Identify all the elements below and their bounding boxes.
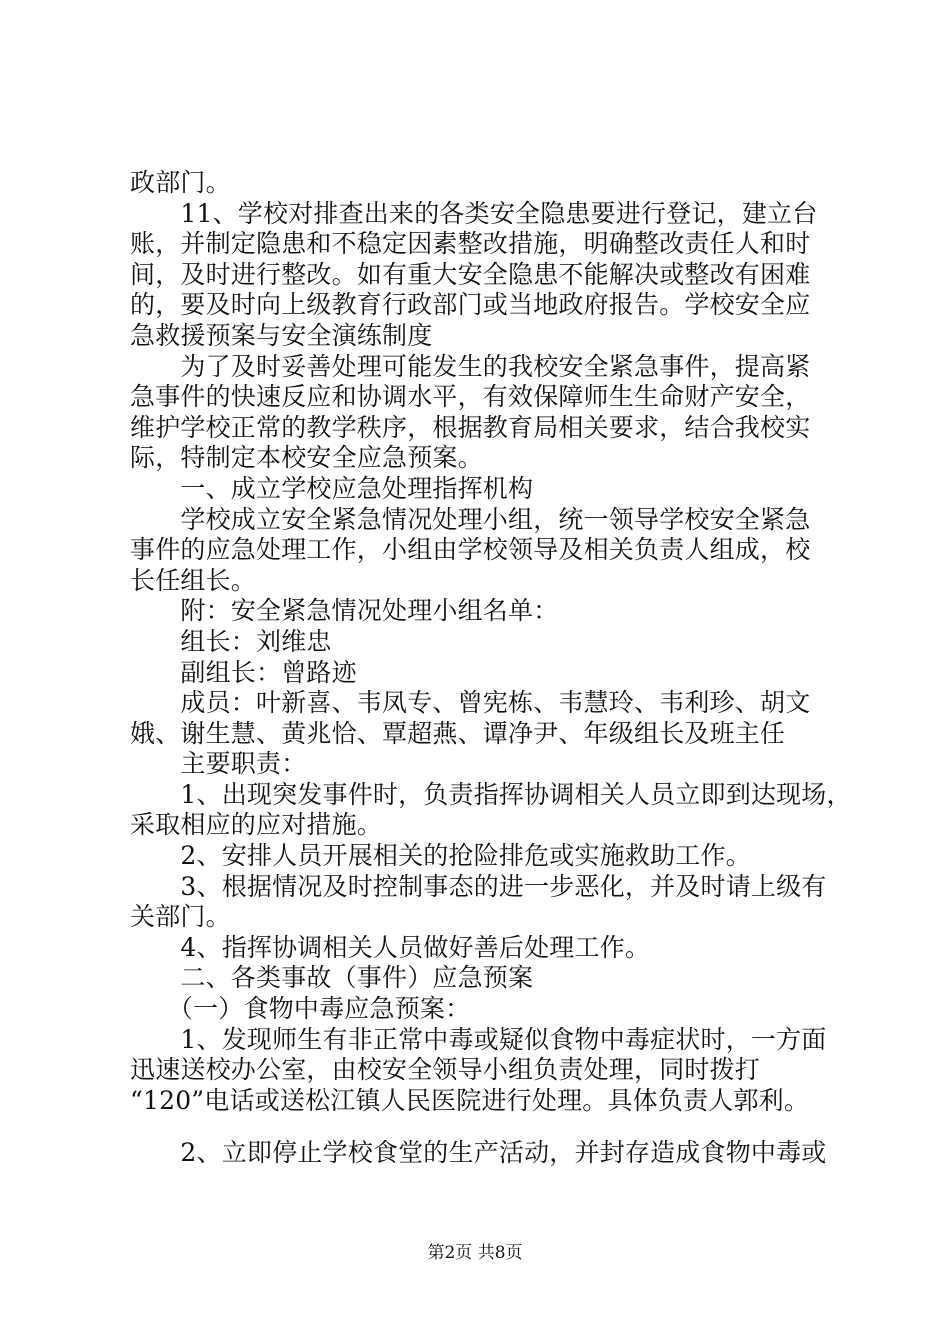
text-line: 成员：叶新喜、韦凤专、曾宪栋、韦慧玲、韦利珍、胡文 (130, 688, 811, 718)
section-heading: 二、各类事故（事件）应急预案 (130, 963, 534, 993)
text-line: 11、学校对排查出来的各类安全隐患要进行登记，建立台 (130, 198, 818, 228)
text-line: 副组长：曾路迹 (130, 657, 357, 687)
text-line: 2、立即停止学校食堂的生产活动，并封存造成食物中毒或 (130, 1138, 827, 1168)
text-line: 学校成立安全紧急情况处理小组，统一领导学校安全紧急 (130, 504, 811, 534)
text-line: 政部门。 (130, 168, 231, 197)
text-line: 主要职责： (130, 749, 307, 779)
text-line: 关部门。 (130, 902, 231, 932)
page-footer: 第2页 共8页 (427, 1243, 523, 1263)
text-line: 1、出现突发事件时，负责指挥协调相关人员立即到达现场， (130, 779, 852, 809)
text-line: 4、指挥协调相关人员做好善后处理工作。 (130, 932, 651, 962)
text-line: 迅速送校办公室，由校安全领导小组负责处理，同时拨打 (130, 1055, 761, 1085)
text-line: 维护学校正常的教学秩序，根据教育局相关要求，结合我校实 (130, 412, 811, 442)
text-line: 1、发现师生有非正常中毒或疑似食物中毒症状时，一方面 (130, 1024, 827, 1054)
text-line: 急救援预案与安全演练制度 (130, 320, 433, 350)
text-line: 组长：刘维忠 (130, 626, 332, 656)
text-line: 采取相应的应对措施。 (130, 810, 383, 840)
text-line: 间，及时进行整改。如有重大安全隐患不能解决或整改有困难 (130, 259, 811, 289)
text-line: 3、根据情况及时控制事态的进一步恶化，并及时请上级有 (130, 871, 827, 901)
text-line: 账，并制定隐患和不稳定因素整改措施，明确整改责任人和时 (130, 229, 811, 259)
text-line: 娥、谢生慧、黄兆恰、覃超燕、谭净尹、年级组长及班主任 (130, 718, 786, 748)
text-line: “120”电话或送松江镇人民医院进行处理。具体负责人郭利。 (130, 1085, 810, 1115)
text-line: 际，特制定本校安全应急预案。 (130, 443, 483, 473)
text-line: 急事件的快速反应和协调水平，有效保障师生生命财产安全， (130, 382, 811, 412)
text-line: 为了及时妥善处理可能发生的我校安全紧急事件，提高紧 (130, 351, 811, 381)
text-line: 2、安排人员开展相关的抢险排危或实施救助工作。 (130, 841, 751, 871)
text-line: 的，要及时向上级教育行政部门或当地政府报告。学校安全应 (130, 290, 811, 320)
paragraph-gap (130, 1116, 830, 1138)
text-line: 附：安全紧急情况处理小组名单： (130, 596, 559, 626)
document-body (130, 168, 852, 1169)
text-line: 长任组长。 (130, 565, 257, 595)
section-heading: 一、成立学校应急处理指挥机构 (130, 473, 534, 503)
text-line: （一）食物中毒应急预案： (130, 994, 471, 1024)
text-line: 事件的应急处理工作，小组由学校领导及相关负责人组成，校 (130, 535, 811, 565)
